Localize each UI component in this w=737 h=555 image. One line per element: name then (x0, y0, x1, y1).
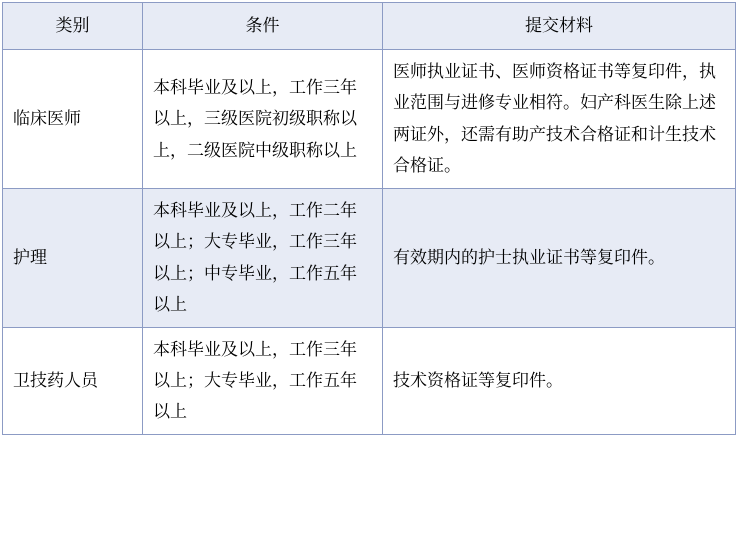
requirements-table (2, 2, 736, 435)
table-header-row (3, 3, 736, 50)
table-row (3, 188, 736, 327)
cell-condition: 本科毕业及以上，工作二年以上；大专毕业，工作三年以上；中专毕业，工作五年以上 (143, 188, 383, 327)
table-body (3, 50, 736, 435)
column-header-condition: 条件 (143, 3, 383, 50)
cell-materials: 有效期内的护士执业证书等复印件。 (383, 188, 736, 327)
cell-condition: 本科毕业及以上，工作三年以上，三级医院初级职称以上，二级医院中级职称以上 (143, 50, 383, 189)
column-header-category: 类别 (3, 3, 143, 50)
cell-materials: 医师执业证书、医师资格证书等复印件，执业范围与进修专业相符。妇产科医生除上述两证外，还需有助产技术合格证和计生技术合格证。 (383, 50, 736, 189)
table-header (3, 3, 736, 50)
table-row (3, 327, 736, 434)
cell-condition: 本科毕业及以上，工作三年以上；大专毕业，工作五年以上 (143, 327, 383, 434)
cell-category: 卫技药人员 (3, 327, 143, 434)
cell-category: 护理 (3, 188, 143, 327)
column-header-materials: 提交材料 (383, 3, 736, 50)
cell-materials: 技术资格证等复印件。 (383, 327, 736, 434)
requirements-table-container (0, 2, 737, 435)
cell-category: 临床医师 (3, 50, 143, 189)
table-row (3, 50, 736, 189)
